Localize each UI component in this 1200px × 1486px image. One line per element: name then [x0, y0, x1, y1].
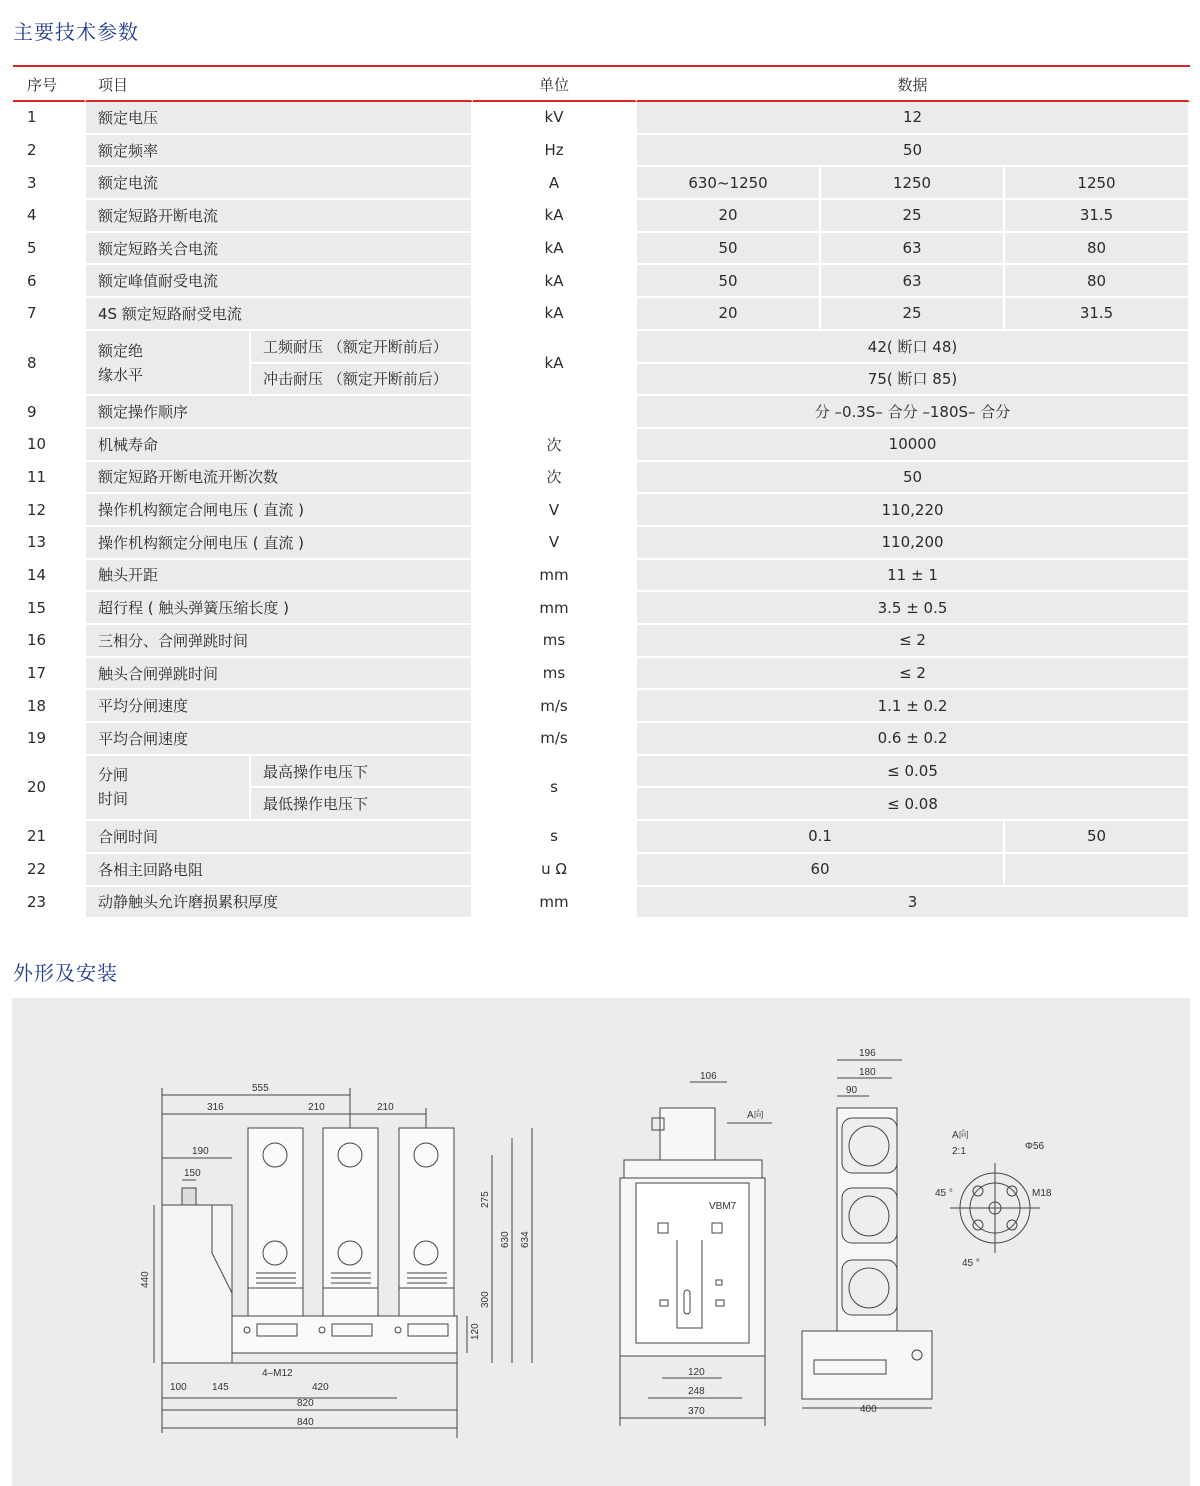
- detail-a-view: [950, 1163, 1040, 1253]
- table-row: [13, 821, 1190, 854]
- row-subitem: 工频耐压 （额定开断前后）: [251, 331, 473, 364]
- row-value: 1250: [1005, 167, 1190, 200]
- row-value: 50: [637, 233, 821, 266]
- dimension-label: 106: [700, 1071, 717, 1082]
- row-value: 20: [637, 200, 821, 233]
- row-number: 13: [13, 527, 86, 560]
- row-item: 平均分闸速度: [86, 690, 473, 723]
- row-value: 10000: [637, 429, 1190, 462]
- dimension-label: 440: [140, 1271, 151, 1288]
- header-no: 序号: [13, 68, 86, 102]
- row-unit: V: [473, 494, 637, 527]
- row-item: 额定绝 缘水平: [86, 331, 251, 396]
- row-number: 21: [13, 821, 86, 854]
- row-value: ≤ 2: [637, 625, 1190, 658]
- dimension-label: 555: [252, 1083, 269, 1094]
- row-value: 3.5 ± 0.5: [637, 592, 1190, 625]
- row-item: 三相分、合闸弹跳时间: [86, 625, 473, 658]
- dimension-label: 316: [207, 1102, 224, 1113]
- table-row: [13, 102, 1190, 135]
- row-value: 50: [1005, 821, 1190, 854]
- row-value: 1.1 ± 0.2: [637, 690, 1190, 723]
- row-value: 3: [637, 887, 1190, 920]
- row-value: 1250: [821, 167, 1005, 200]
- row-item: 额定电流: [86, 167, 473, 200]
- row-item: 各相主回路电阻: [86, 854, 473, 887]
- dimension-label: 120: [688, 1367, 705, 1378]
- row-item: 合闸时间: [86, 821, 473, 854]
- dimension-label: 100: [170, 1382, 187, 1393]
- outline-drawing-svg: [12, 998, 1190, 1486]
- row-value: 60: [637, 854, 1005, 887]
- dimension-label: 210: [308, 1102, 325, 1113]
- row-value: ≤ 2: [637, 658, 1190, 691]
- row-subitem: 冲击耐压 （额定开断前后）: [251, 364, 473, 397]
- dimension-label: 196: [859, 1048, 876, 1059]
- table-row: [13, 592, 1190, 625]
- row-number: 23: [13, 887, 86, 920]
- row-value: 80: [1005, 233, 1190, 266]
- row-value: 110,220: [637, 494, 1190, 527]
- table-row: [13, 887, 1190, 920]
- top-view: [802, 1060, 932, 1408]
- table-row: [13, 396, 1190, 429]
- row-item: 分闸 时间: [86, 756, 251, 821]
- row-item: 机械寿命: [86, 429, 473, 462]
- dimension-label: 248: [688, 1386, 705, 1397]
- table-row: [13, 527, 1190, 560]
- row-value: 分 –0.3S– 合分 –180S– 合分: [637, 396, 1190, 429]
- row-item: 额定频率: [86, 135, 473, 168]
- row-unit: m/s: [473, 690, 637, 723]
- dimension-label: 210: [377, 1102, 394, 1113]
- row-value: 20: [637, 298, 821, 331]
- row-number: 15: [13, 592, 86, 625]
- row-item: 额定电压: [86, 102, 473, 135]
- row-item: 额定短路开断电流开断次数: [86, 462, 473, 495]
- row-item: 动静触头允许磨损累积厚度: [86, 887, 473, 920]
- table-row: [13, 723, 1190, 756]
- dimension-label: 45 °: [962, 1258, 980, 1269]
- row-item: 额定短路关合电流: [86, 233, 473, 266]
- dimension-label: 150: [184, 1168, 201, 1179]
- dimension-label: 145: [212, 1382, 229, 1393]
- row-number: 2: [13, 135, 86, 168]
- row-number: 1: [13, 102, 86, 135]
- dimension-label: 180: [859, 1067, 876, 1078]
- row-item: 触头开距: [86, 560, 473, 593]
- row-unit: m/s: [473, 723, 637, 756]
- header-divider: [13, 65, 1190, 67]
- dimension-label: VBM7: [709, 1201, 737, 1212]
- row-value: 25: [821, 200, 1005, 233]
- row-value: [1005, 854, 1190, 887]
- row-item: 额定峰值耐受电流: [86, 265, 473, 298]
- row-item: 平均合闸速度: [86, 723, 473, 756]
- dimension-label: 275: [480, 1191, 491, 1208]
- row-value: 80: [1005, 265, 1190, 298]
- row-value: 630~1250: [637, 167, 821, 200]
- dimension-label: 820: [297, 1398, 314, 1409]
- table-row: [13, 429, 1190, 462]
- section-title-specs: 主要技术参数: [13, 20, 139, 44]
- dimension-label: 45 °: [935, 1188, 953, 1199]
- row-unit: mm: [473, 887, 637, 920]
- row-unit: V: [473, 527, 637, 560]
- row-item: 超行程 ( 触头弹簧压缩长度 ): [86, 592, 473, 625]
- row-unit: 次: [473, 462, 637, 495]
- row-item: 操作机构额定合闸电压 ( 直流 ): [86, 494, 473, 527]
- table-row: [13, 167, 1190, 200]
- row-number: 9: [13, 396, 86, 429]
- row-subitem: 最低操作电压下: [251, 788, 473, 821]
- row-unit: [473, 396, 637, 429]
- row-unit: ms: [473, 625, 637, 658]
- row-value: 11 ± 1: [637, 560, 1190, 593]
- row-value: 110,200: [637, 527, 1190, 560]
- spec-table: [13, 68, 1190, 919]
- row-unit: ms: [473, 658, 637, 691]
- row-value: 75( 断口 85): [637, 364, 1190, 397]
- dimension-label: 630: [500, 1231, 511, 1248]
- row-item: 操作机构额定分闸电压 ( 直流 ): [86, 527, 473, 560]
- table-row: [13, 560, 1190, 593]
- dimension-label: 634: [520, 1231, 531, 1248]
- row-value: 0.6 ± 0.2: [637, 723, 1190, 756]
- table-row: [13, 298, 1190, 331]
- dimension-label: Φ56: [1025, 1141, 1045, 1152]
- row-number: 14: [13, 560, 86, 593]
- row-number: 4: [13, 200, 86, 233]
- row-unit: kA: [473, 200, 637, 233]
- table-row: [13, 690, 1190, 723]
- row-unit: mm: [473, 592, 637, 625]
- row-value: 0.1: [637, 821, 1005, 854]
- row-item: 触头合闸弹跳时间: [86, 658, 473, 691]
- row-number: 5: [13, 233, 86, 266]
- row-unit: Hz: [473, 135, 637, 168]
- table-row: [13, 200, 1190, 233]
- row-number: 6: [13, 265, 86, 298]
- outline-drawing: [12, 998, 1190, 1486]
- dimension-label: 2:1: [952, 1146, 966, 1157]
- table-row: [13, 658, 1190, 691]
- row-item: 额定操作顺序: [86, 396, 473, 429]
- row-number: 20: [13, 756, 86, 821]
- dimension-label: 190: [192, 1146, 209, 1157]
- table-row: [13, 265, 1190, 298]
- dimension-label: 370: [688, 1406, 705, 1417]
- row-value: 31.5: [1005, 298, 1190, 331]
- row-number: 12: [13, 494, 86, 527]
- row-unit: kA: [473, 298, 637, 331]
- row-unit: u Ω: [473, 854, 637, 887]
- row-value: 63: [821, 265, 1005, 298]
- header-item: 项目: [86, 68, 473, 102]
- dimension-label: A向: [952, 1130, 969, 1141]
- row-number: 22: [13, 854, 86, 887]
- row-value: ≤ 0.08: [637, 788, 1190, 821]
- row-item: 额定短路开断电流: [86, 200, 473, 233]
- dimension-label: 300: [480, 1291, 491, 1308]
- table-row: [13, 494, 1190, 527]
- row-unit: kV: [473, 102, 637, 135]
- row-number: 11: [13, 462, 86, 495]
- row-value: ≤ 0.05: [637, 756, 1190, 789]
- row-unit: s: [473, 756, 637, 821]
- row-number: 17: [13, 658, 86, 691]
- row-value: 50: [637, 265, 821, 298]
- row-unit: 次: [473, 429, 637, 462]
- row-item: 4S 额定短路耐受电流: [86, 298, 473, 331]
- table-row: [13, 854, 1190, 887]
- section-title-outline: 外形及安装: [13, 961, 118, 985]
- table-row: [13, 233, 1190, 266]
- row-number: 3: [13, 167, 86, 200]
- table-row: [13, 135, 1190, 168]
- row-number: 7: [13, 298, 86, 331]
- table-row: [13, 756, 1190, 789]
- dimension-label: 90: [846, 1085, 858, 1096]
- row-value: 42( 断口 48): [637, 331, 1190, 364]
- row-number: 16: [13, 625, 86, 658]
- row-unit: kA: [473, 265, 637, 298]
- header-unit: 单位: [473, 68, 637, 102]
- row-value: 63: [821, 233, 1005, 266]
- row-value: 12: [637, 102, 1190, 135]
- row-number: 8: [13, 331, 86, 396]
- dimension-label: M18: [1032, 1188, 1052, 1199]
- header-data: 数据: [637, 68, 1190, 102]
- table-row: [13, 625, 1190, 658]
- row-unit: mm: [473, 560, 637, 593]
- row-number: 19: [13, 723, 86, 756]
- table-row: [13, 331, 1190, 364]
- row-value: 50: [637, 462, 1190, 495]
- front-view: [154, 1088, 532, 1438]
- row-unit: A: [473, 167, 637, 200]
- row-unit: kA: [473, 233, 637, 266]
- dimension-label: 420: [312, 1382, 329, 1393]
- row-unit: kA: [473, 331, 637, 396]
- row-subitem: 最高操作电压下: [251, 756, 473, 789]
- dimension-label: 840: [297, 1417, 314, 1428]
- dimension-label: 120: [470, 1323, 481, 1340]
- row-unit: s: [473, 821, 637, 854]
- row-number: 18: [13, 690, 86, 723]
- row-value: 25: [821, 298, 1005, 331]
- row-number: 10: [13, 429, 86, 462]
- row-value: 50: [637, 135, 1190, 168]
- dimension-label: 400: [860, 1404, 877, 1415]
- dimension-label: 4–M12: [262, 1368, 293, 1379]
- row-value: 31.5: [1005, 200, 1190, 233]
- table-row: [13, 462, 1190, 495]
- dimension-label: A向: [747, 1110, 764, 1121]
